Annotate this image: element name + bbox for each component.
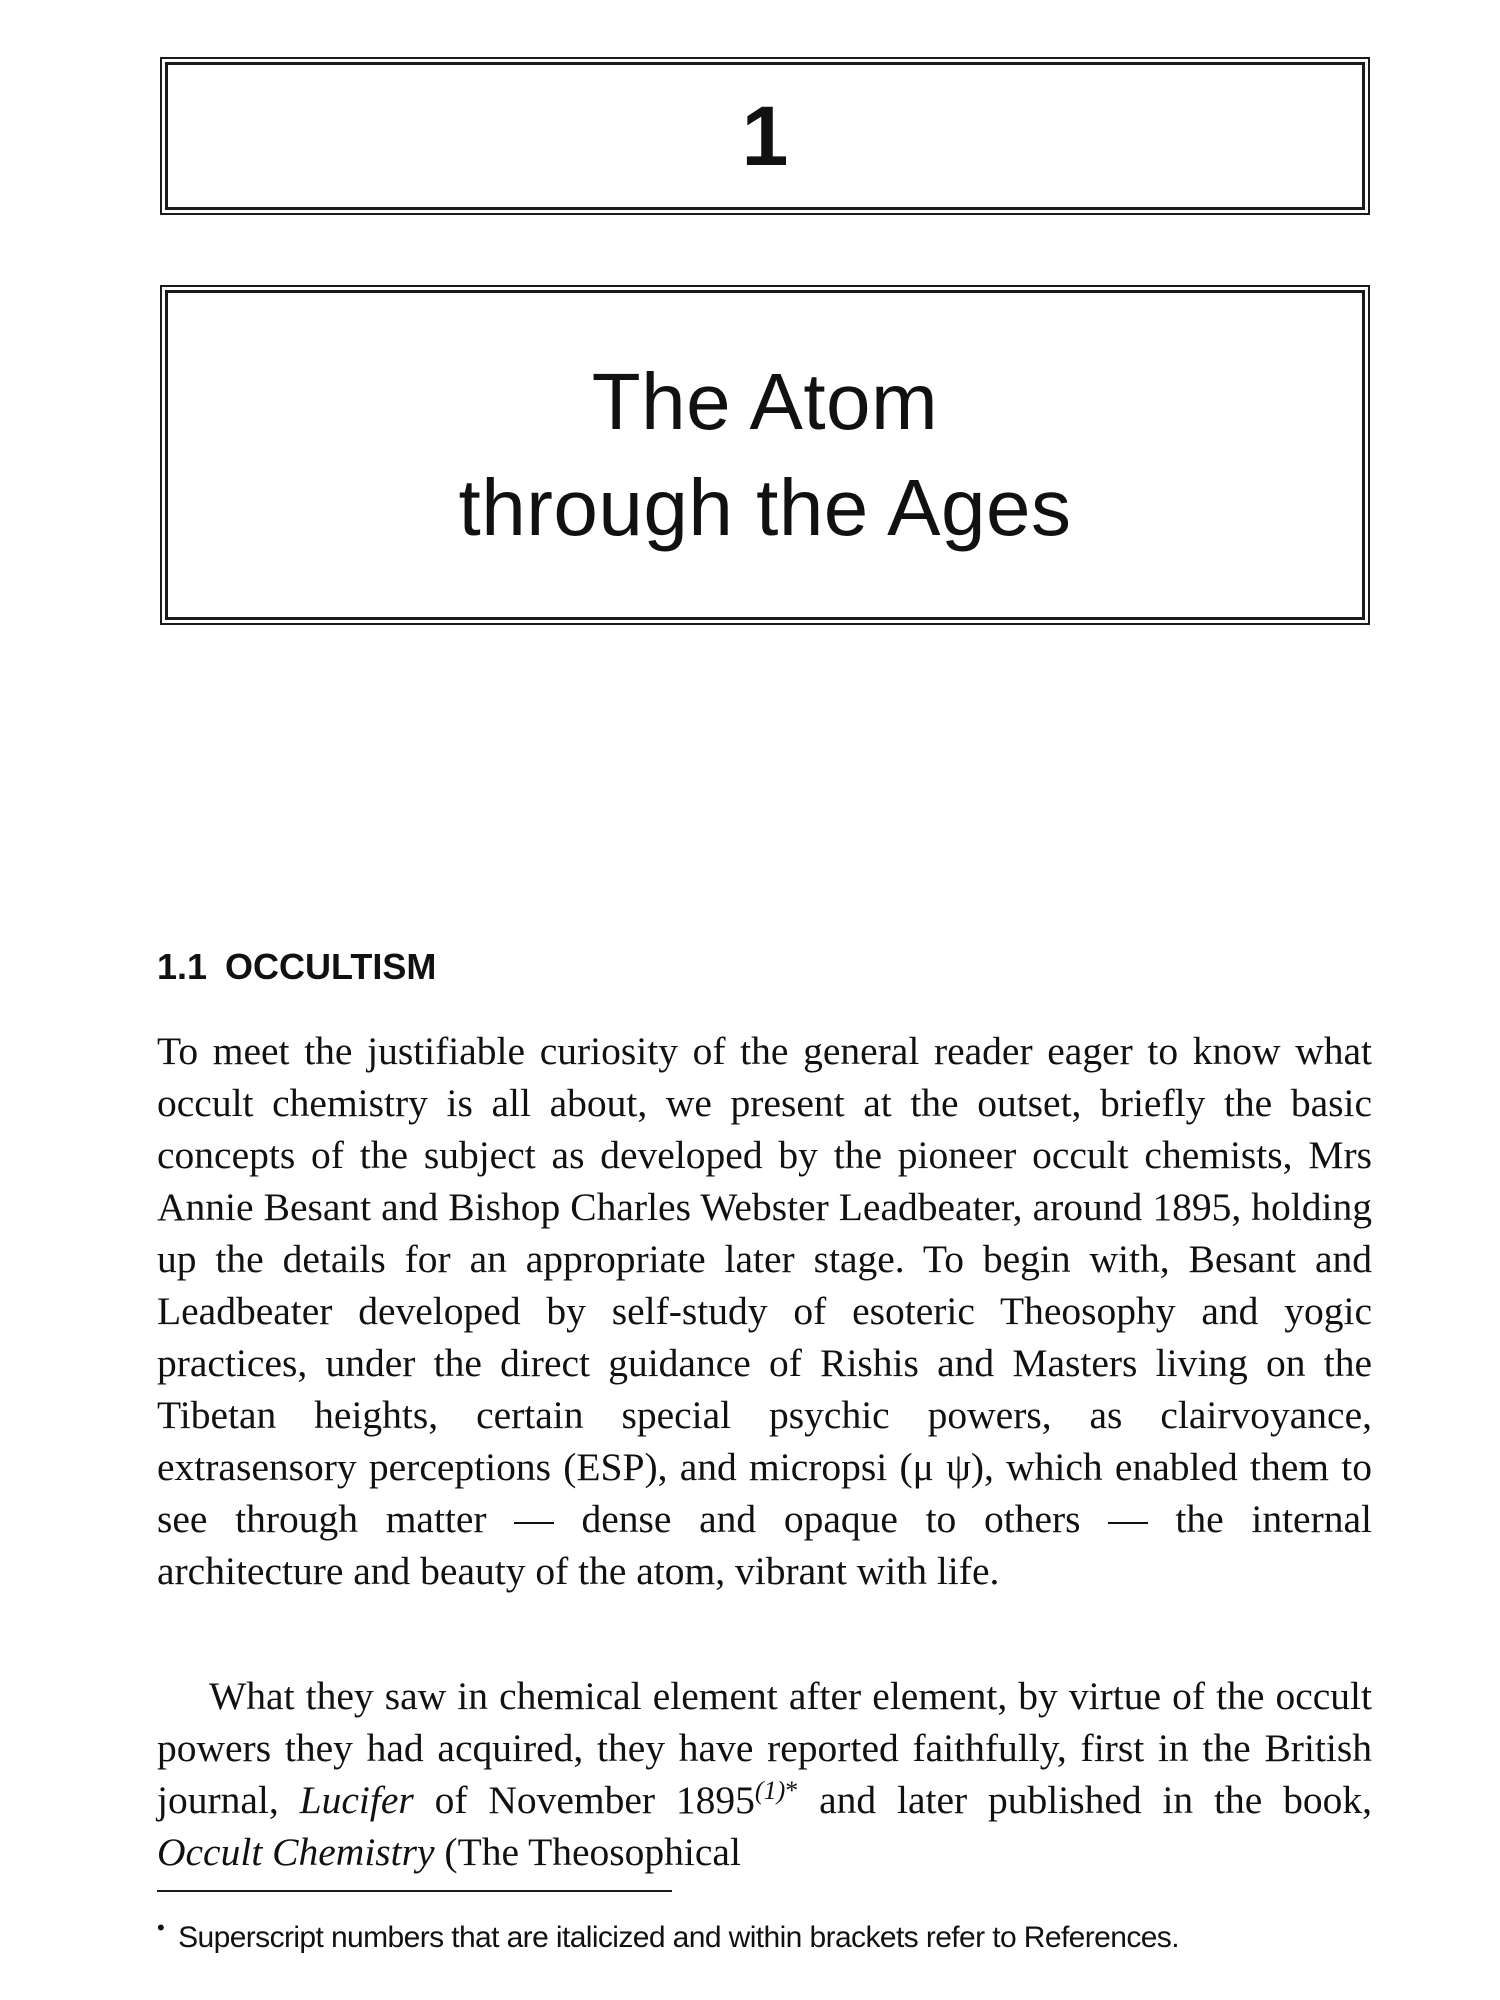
chapter-title-line-1: The Atom (591, 357, 939, 446)
footnote-mark: * (785, 1776, 799, 1805)
paragraph-2-text-d: (The Theosophical (444, 1830, 741, 1874)
chapter-title-line-2: through the Ages (458, 463, 1072, 552)
paragraph-2-text-b: of November 1895 (434, 1778, 755, 1822)
reference-superscript (755, 1776, 798, 1805)
footnote-text: Superscript numbers that are italicized and within brackets refer to References. (178, 1921, 1179, 1954)
body-paragraph-1 (157, 1025, 1372, 1597)
paragraph-2-text-c: and later published in the book, (819, 1778, 1373, 1822)
paragraph-1-text: To meet the justifiable curiosity of the general reader eager to know what occult chemistry is all about, we present at the outset, briefly the basic concepts of the subject as developed by the pioneer occult chemists, Mrs Annie Besant and Bishop Charles Webster Leadbeater, around 1895, holding up the details for an appropriate later stage. To begin with, Besant and Leadbeater developed by self-study of esoteric Theosophy and yogic practices, under the direct guidance of Rishis and Masters living on the Tibetan heights, certain special psychic powers, as clairvoyance, extrasensory perceptions (ESP), and micropsi (μ ψ), which enabled them to see through matter — dense and opaque to others — the internal architecture and beauty of the atom, vibrant with life. (157, 1029, 1372, 1593)
paragraph-2-text-a: What they saw in chemical element after element, by virtue of the occult powers they had acquired, they have reported faithfully, first in the British journal, (157, 1674, 1372, 1822)
footnote-bullet: • (157, 1915, 165, 1940)
chapter-number-box (165, 62, 1365, 210)
section-title: OCCULTISM (225, 946, 437, 987)
section-number: 1.1 (157, 946, 208, 987)
footnote (157, 1915, 1179, 1958)
footnote-divider (157, 1890, 672, 1892)
book-title: Occult Chemistry (157, 1830, 435, 1874)
reference-number: (1) (754, 1776, 786, 1805)
chapter-number: 1 (741, 89, 789, 183)
chapter-title-box (165, 290, 1365, 620)
body-paragraph-2 (157, 1670, 1372, 1878)
journal-title: Lucifer (299, 1778, 414, 1822)
section-heading (157, 945, 436, 989)
